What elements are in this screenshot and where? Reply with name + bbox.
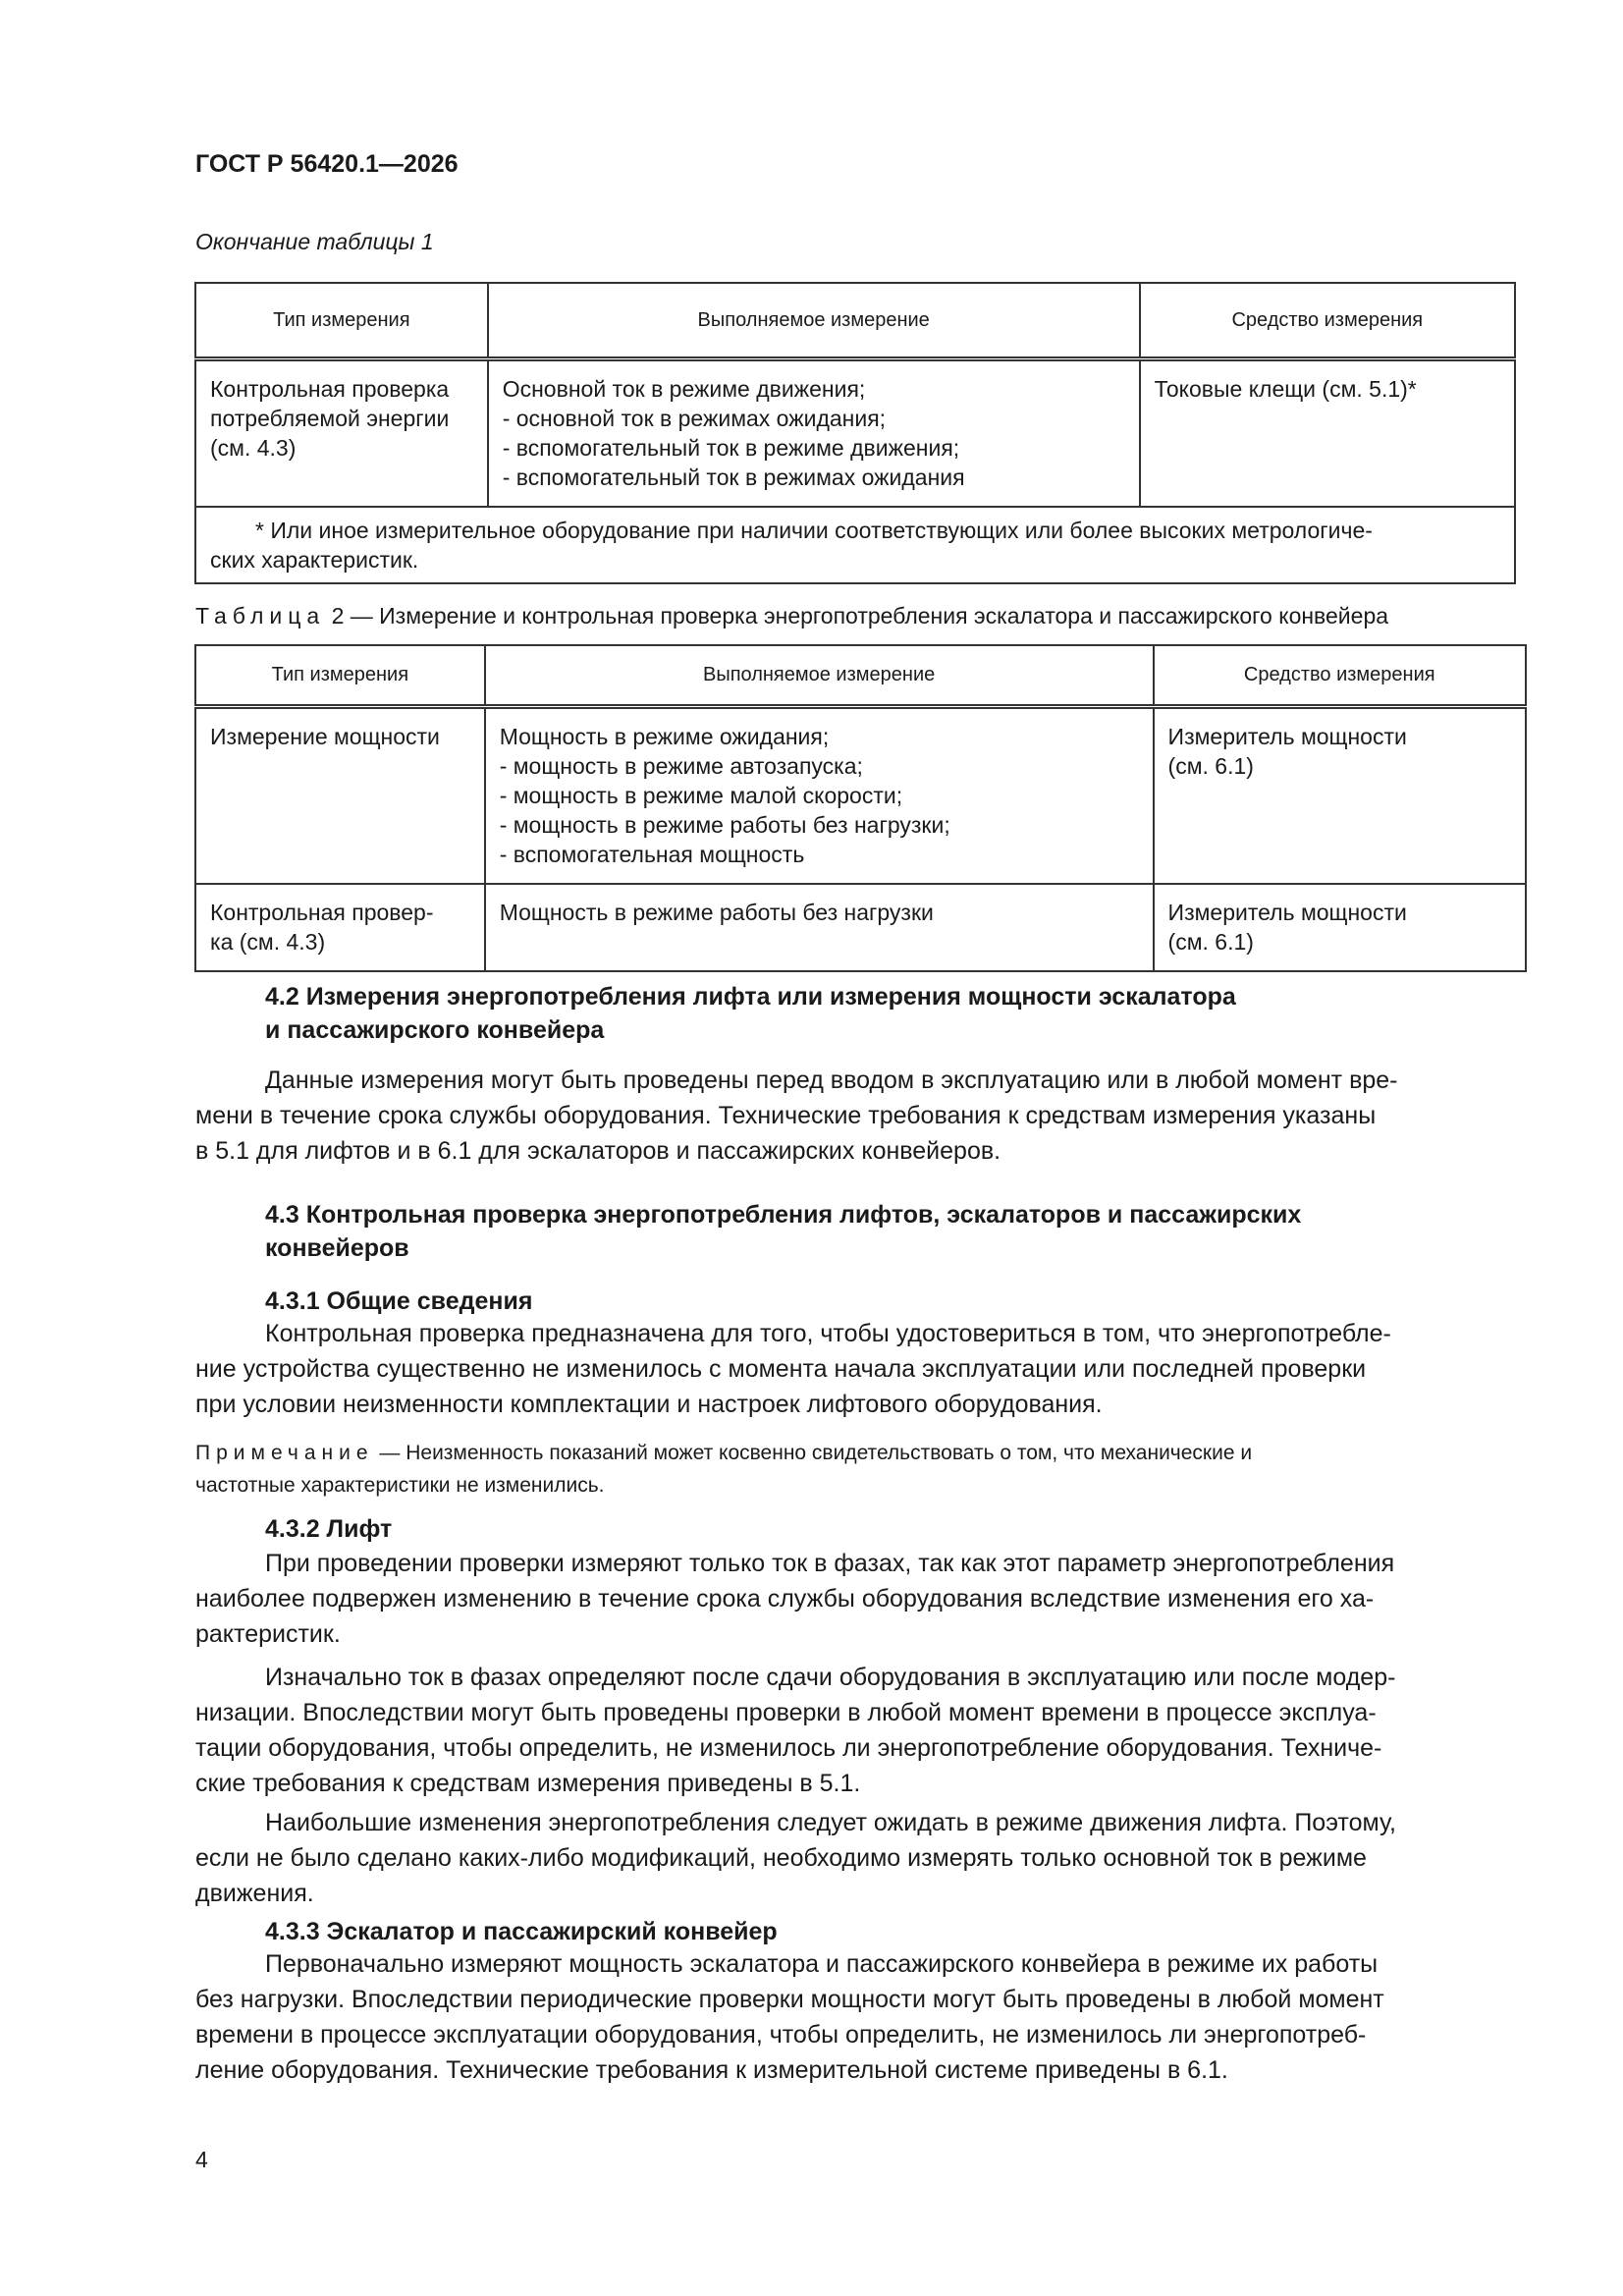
table1-footnote-row: [195, 507, 1515, 583]
section-4-3-1-paragraph: Контрольная проверка предназначена для того, чтобы удостовериться в том, что энергопотребле- ние устройства существенно не изменилось с момента начала эксплуатации или последней проверки при условии неизменности комплектации и настроек лифтового оборудования.: [195, 1320, 1391, 1418]
table2-cell-measure: Мощность в режиме ожидания; - мощность в режиме автозапуска; - мощность в режиме малой скорости; - мощность в режиме работы без нагрузки; - вспомогательная мощность: [485, 707, 1154, 885]
table1-continuation-caption: Окончание таблицы 1: [195, 229, 434, 254]
section-4-3-1-title: 4.3.1 Общие сведения: [265, 1287, 533, 1315]
table1-header-tool: Средство измерения: [1140, 283, 1515, 359]
section-4-3-3-paragraph: Первоначально измеряют мощность эскалатора и пассажирского конвейера в режиме их работы без нагрузки. Впоследствии периодические проверки мощности могут быть проведены в любой момент времени в процессе эксплуатации оборудования, чтобы определить, не изменилось ли энергопотреб- ление оборудования. Технические требования к измерительной системе приведены в 6.1.: [195, 1950, 1384, 2084]
table2-cell-tool: Измеритель мощности (см. 6.1): [1154, 707, 1526, 885]
table1-header-row: [195, 283, 1515, 359]
section-4-3-2-title: 4.3.2 Лифт: [265, 1515, 393, 1543]
table-row: [195, 884, 1526, 971]
section-4-3-2-paragraph-2: Изначально ток в фазах определяют после сдачи оборудования в эксплуатацию или после модер- низации. Впоследствии могут быть проведены проверки в любой момент времени в процессе эксплуа- тации оборудования, чтобы определить, не изменилось ли энергопотребление оборудования. Техниче- ские требования к средствам измерения приведены в 5.1.: [195, 1664, 1396, 1797]
section-4-3-2-paragraph-3: Наибольшие изменения энергопотребления следует ожидать в режиме движения лифта. Поэтому, если не было сделано каких-либо модификаций, необходимо измерять только основной ток в режиме движения.: [195, 1809, 1396, 1907]
table2-caption-text: 2 — Измерение и контрольная проверка энергопотребления эскалатора и пассажирского конвейера: [331, 603, 1389, 629]
table2-cell-type: Контрольная провер- ка (см. 4.3): [195, 884, 485, 971]
table2-cell-type: Измерение мощности: [195, 707, 485, 885]
table2-header-tool: Средство измерения: [1154, 645, 1526, 707]
table1-header-type: Тип измерения: [195, 283, 488, 359]
section-4-2-title: 4.2 Измерения энергопотребления лифта или измерения мощности эскалатора и пассажирского конвейера: [265, 983, 1236, 1044]
table1-cell-type: Контрольная проверка потребляемой энергии (см. 4.3): [195, 359, 488, 508]
section-4-3-2-paragraph-1: При проведении проверки измеряют только ток в фазах, так как этот параметр энергопотребления наиболее подвержен изменению в течение срока службы оборудования вследствие изменения его ха- рактеристик.: [195, 1550, 1395, 1648]
table1-cell-tool: Токовые клещи (см. 5.1)*: [1140, 359, 1515, 508]
section-4-3-3-title: 4.3.3 Эскалатор и пассажирский конвейер: [265, 1918, 778, 1945]
table1-header-measure: Выполняемое измерение: [488, 283, 1140, 359]
section-4-2-paragraph: Данные измерения могут быть проведены перед вводом в эксплуатацию или в любой момент вре- мени в течение срока службы оборудования. Технические требования к средствам измерения указаны в 5.1 для лифтов и в 6.1 для эскалаторов и пассажирских конвейеров.: [195, 1066, 1398, 1165]
table1-cell-measure: Основной ток в режиме движения; - основной ток в режимах ожидания; - вспомогательный ток в режиме движения; - вспомогательный ток в режимах ожидания: [488, 359, 1140, 508]
table2-header-row: [195, 645, 1526, 707]
table2-cell-measure: Мощность в режиме работы без нагрузки: [485, 884, 1154, 971]
table-row: [195, 707, 1526, 885]
table2-header-measure: Выполняемое измерение: [485, 645, 1154, 707]
table2-cell-tool: Измеритель мощности (см. 6.1): [1154, 884, 1526, 971]
table-2: [194, 644, 1527, 972]
page-number: 4: [195, 2147, 208, 2172]
section-4-3-1-note: Примечание — Неизменность показаний может косвенно свидетельствовать о том, что механические и частотные характеристики не изменились.: [195, 1442, 1253, 1497]
table-1: [194, 282, 1516, 584]
table2-header-type: Тип измерения: [195, 645, 485, 707]
table1-footnote: * Или иное измерительное оборудование при наличии соответствующих или более высоких метрологиче- ских характеристик.: [195, 507, 1515, 583]
table2-caption-prefix: Таблица: [195, 603, 326, 629]
table2-caption: [195, 603, 1388, 629]
note-label: Примечание: [195, 1442, 374, 1464]
document-header-title: ГОСТ Р 56420.1—2026: [195, 150, 459, 178]
section-4-3-title: 4.3 Контрольная проверка энергопотребления лифтов, эскалаторов и пассажирских конвейеров: [265, 1201, 1302, 1262]
table-row: [195, 359, 1515, 508]
